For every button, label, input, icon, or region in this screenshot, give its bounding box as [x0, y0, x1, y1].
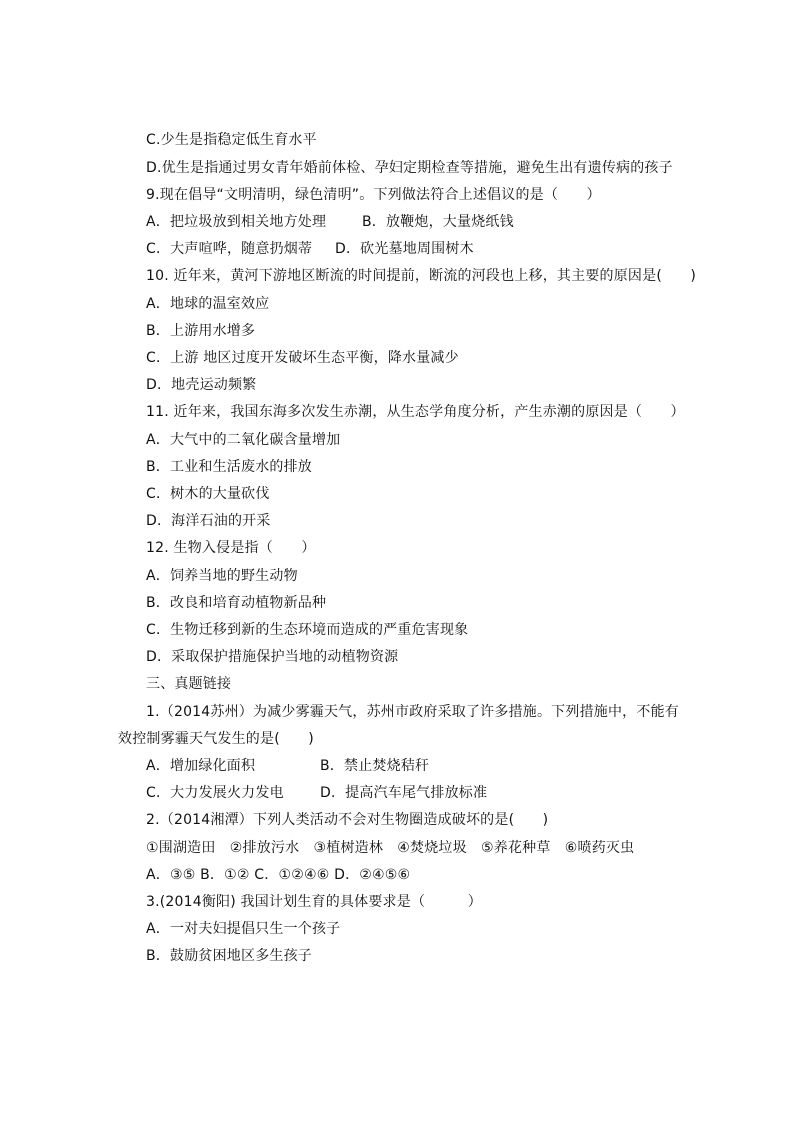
- option-9a: A．把垃圾放到相关地方处理: [146, 214, 327, 230]
- option-11c: C．树木的大量砍伐: [146, 486, 270, 502]
- question-9: 9.现在倡导“文明清明，绿色清明”。下列做法符合上述倡议的是（ ）: [146, 187, 601, 203]
- option-9c: C．大声喧哗，随意扔烟蒂: [146, 241, 313, 257]
- option-11d: D．海洋石油的开采: [146, 513, 271, 529]
- exam-question-2-items: ①围湖造田 ②排放污水 ③植树造林 ④焚烧垃圾 ⑤养花种草 ⑥喷药灭虫: [146, 840, 635, 856]
- option-11b: B．工业和生活废水的排放: [146, 459, 313, 475]
- option-12c: C．生物迁移到新的生态环境而造成的严重危害现象: [146, 622, 469, 638]
- option-12d: D．采取保护措施保护当地的动植物资源: [146, 649, 399, 665]
- option-12a: A．饲养当地的野生动物: [146, 568, 298, 584]
- exam-option-1d: D．提高汽车尾气排放标准: [320, 785, 488, 801]
- exam-option-1c: C．大力发展火力发电: [146, 785, 284, 801]
- exam-option-1b: B．禁止焚烧秸秆: [320, 758, 430, 774]
- option-10b: B．上游用水增多: [146, 323, 256, 339]
- question-11: 11. 近年来，我国东海多次发生赤潮，从生态学角度分析，产生赤潮的原因是（ ）: [146, 404, 685, 420]
- option-11a: A．大气中的二氧化碳含量增加: [146, 432, 341, 448]
- exam-option-3b: B．鼓励贫困地区多生孩子: [146, 948, 313, 964]
- question-12: 12. 生物入侵是指（ ）: [146, 540, 316, 556]
- option-9b: B．放鞭炮，大量烧纸钱: [362, 214, 514, 230]
- option-8c: C.少生是指稳定低生育水平: [146, 132, 317, 148]
- option-10a: A．地球的温室效应: [146, 296, 270, 312]
- exam-question-1-cont: 效控制雾霾天气发生的是( ): [118, 731, 314, 747]
- option-10d: D．地壳运动频繁: [146, 377, 257, 393]
- exam-option-3a: A．一对夫妇提倡只生一个孩子: [146, 921, 341, 937]
- option-10c: C．上游 地区过度开发破坏生态平衡，降水量减少: [146, 350, 459, 366]
- exam-options-2: A．③⑤ B．①② C．①②④⑥ D．②④⑤⑥: [146, 867, 411, 883]
- section-heading: 三、真题链接: [146, 676, 232, 692]
- exam-option-1a: A．增加绿化面积: [146, 758, 256, 774]
- option-9d: D．砍光墓地周围树木: [335, 241, 474, 257]
- question-10: 10. 近年来，黄河下游地区断流的时间提前，断流的河段也上移，其主要的原因是( ): [146, 268, 697, 284]
- exam-question-3: 3.(2014衡阳) 我国计划生育的具体要求是（ ）: [146, 894, 482, 910]
- option-12b: B．改良和培育动植物新品种: [146, 595, 327, 611]
- exam-question-1: 1.（2014苏州）为减少雾霾天气，苏州市政府采取了许多措施。下列措施中，不能有: [146, 704, 679, 720]
- option-8d: D.优生是指通过男女青年婚前体检、孕妇定期检查等措施，避免生出有遗传病的孩子: [146, 160, 673, 176]
- exam-question-2: 2.（2014湘潭）下列人类活动不会对生物圈造成破坏的是( ): [146, 812, 549, 828]
